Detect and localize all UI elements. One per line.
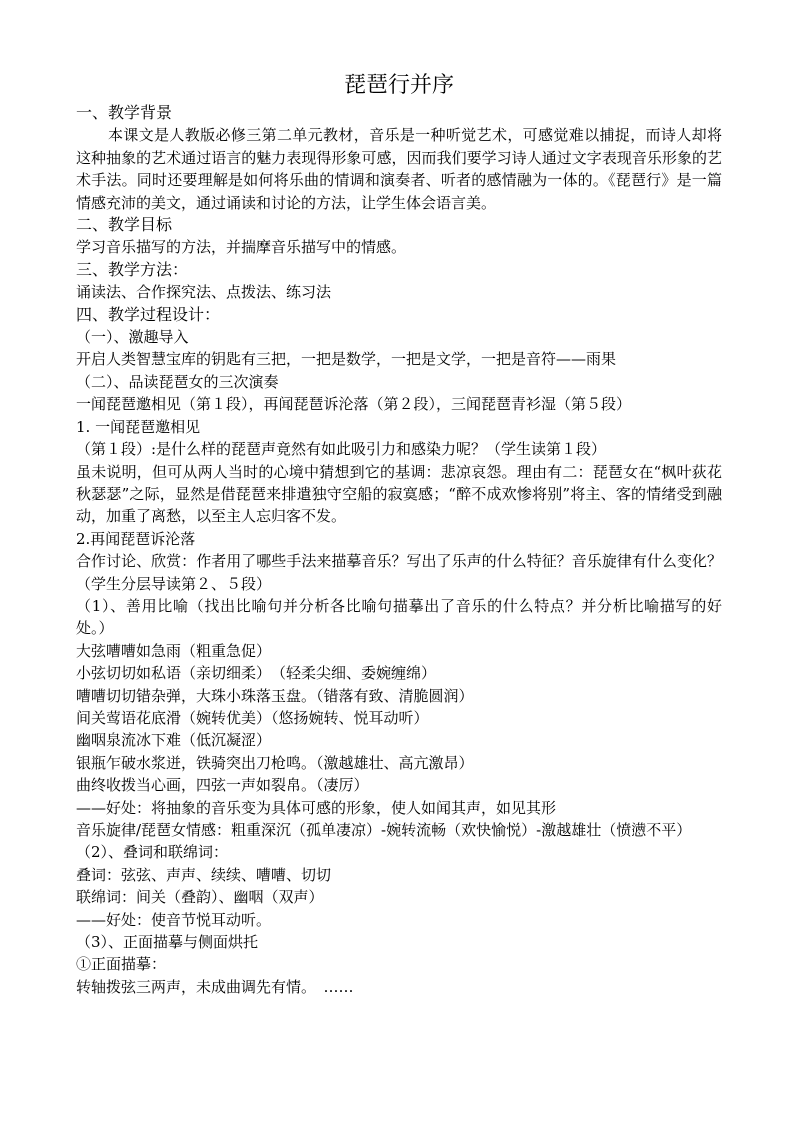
document-page (76, 70, 722, 998)
second-listen-discussion: 合作讨论、欣赏：作者用了哪些手法来描摹音乐？写出了乐声的什么特征？音乐旋律有什么变化？（学生分层导读第２、５段） (76, 552, 722, 593)
reduplication-benefit: ——好处：使音节悦耳动听。 (76, 910, 272, 929)
background-paragraph: 本课文是人教版必修三第二单元教材，音乐是一种听觉艺术，可感觉难以捕捉，而诗人却将这种抽象的艺术通过语言的魅力表现得形象可感，因而我们要学习诗人通过文字表现音乐形象的艺术手法。同时还要理解是如何将乐曲的情调和演奏者、听者的感情融为一体的。《琵琶行》是一篇情感充沛的美文，通过诵读和讨论的方法，让学生体会语言美。 (76, 126, 722, 212)
item-second-listen: 2.再闻琵琶诉沦落 (76, 529, 196, 548)
reduplication-words: 叠词：弦弦、声声、续续、嘈嘈、切切 (76, 865, 332, 884)
first-listen-analysis: 虽未说明，但可从两人当时的心境中猜想到它的基调：悲凉哀怨。理由有二：琵琶女在“枫叶荻花秋瑟瑟”之际，显然是借琵琶来排遣独守空船的寂寞感；“醉不成欢惨将别”将主、客的情绪受到融动，加重了离愁，以至主人忘归客不发。 (76, 462, 722, 526)
metaphor-heading: （1）、善用比喻（找出比喻句并分析各比喻句描摹出了音乐的什么特点？并分析比喻描写的好处。） (76, 596, 722, 638)
reduplication-heading: （2）、叠词和联绵词： (76, 843, 229, 862)
metaphor-line: 曲终收拨当心画，四弦一声如裂帛。（凄厉） (76, 776, 369, 795)
item-first-listen: 1. 一闻琵琶邀相见 (76, 417, 201, 436)
metaphor-benefit: ——好处：将抽象的音乐变为具体可感的形象，使人如闻其声，如见其形 (76, 798, 557, 817)
subheading-three-performances: （二）、品读琵琶女的三次演奏 (76, 372, 279, 391)
three-performances-summary: 一闻琵琶邀相见（第１段），再闻琵琶诉沦落（第２段），三闻琵琶青衫湿（第５段） (76, 395, 632, 414)
direct-indirect-heading: （3）、正面描摹与侧面烘托 (76, 933, 259, 952)
section-heading-process: 四、教学过程设计： (76, 304, 221, 324)
document-title: 琵琶行并序 (343, 73, 454, 98)
metaphor-line: 银瓶乍破水浆迸，铁骑突出刀枪鸣。（激越雄壮、高亢激昂） (76, 753, 474, 772)
section-heading-goals: 二、教学目标 (76, 215, 173, 235)
section-heading-methods: 三、教学方法： (76, 259, 189, 279)
melody-emotion-summary: 音乐旋律/琵琶女情感：粗重深沉（孤单凄凉）-婉转流畅（欢快愉悦）-激越雄壮（愤懑不平） (76, 821, 692, 839)
metaphor-line: 幽咽泉流冰下难（低沉凝涩） (76, 731, 272, 750)
direct-description-line: 转轴拨弦三两声，未成曲调先有情。 …… (76, 977, 354, 996)
subheading-intro: （一）、激趣导入 (76, 328, 189, 347)
metaphor-line: 间关莺语花底滑（婉转优美）（悠扬婉转、悦耳动听） (76, 708, 429, 727)
metaphor-line: 嘈嘈切切错杂弹，大珠小珠落玉盘。（错落有致、清脆圆润） (76, 686, 474, 705)
metaphor-line: 大弦嘈嘈如急雨（粗重急促） (76, 641, 272, 660)
methods-paragraph: 诵读法、合作探究法、点拨法、练习法 (76, 283, 332, 302)
first-listen-question: （第１段）:是什么样的琵琶声竟然有如此吸引力和感染力呢？（学生读第１段） (76, 440, 607, 459)
intro-quote: 开启人类智慧宝库的钥匙有三把，一把是数学，一把是文学，一把是音符——雨果 (76, 350, 617, 369)
continuous-words: 联绵词：间关（叠韵）、幽咽（双声） (76, 888, 324, 907)
goals-paragraph: 学习音乐描写的方法，并揣摩音乐描写中的情感。 (76, 238, 407, 257)
metaphor-line: 小弦切切如私语（亲切细柔） （轻柔尖细、委婉缠绵） (76, 664, 437, 683)
section-heading-background: 一、教学背景 (76, 103, 173, 122)
direct-description-label: ①正面描摹： (76, 955, 167, 974)
